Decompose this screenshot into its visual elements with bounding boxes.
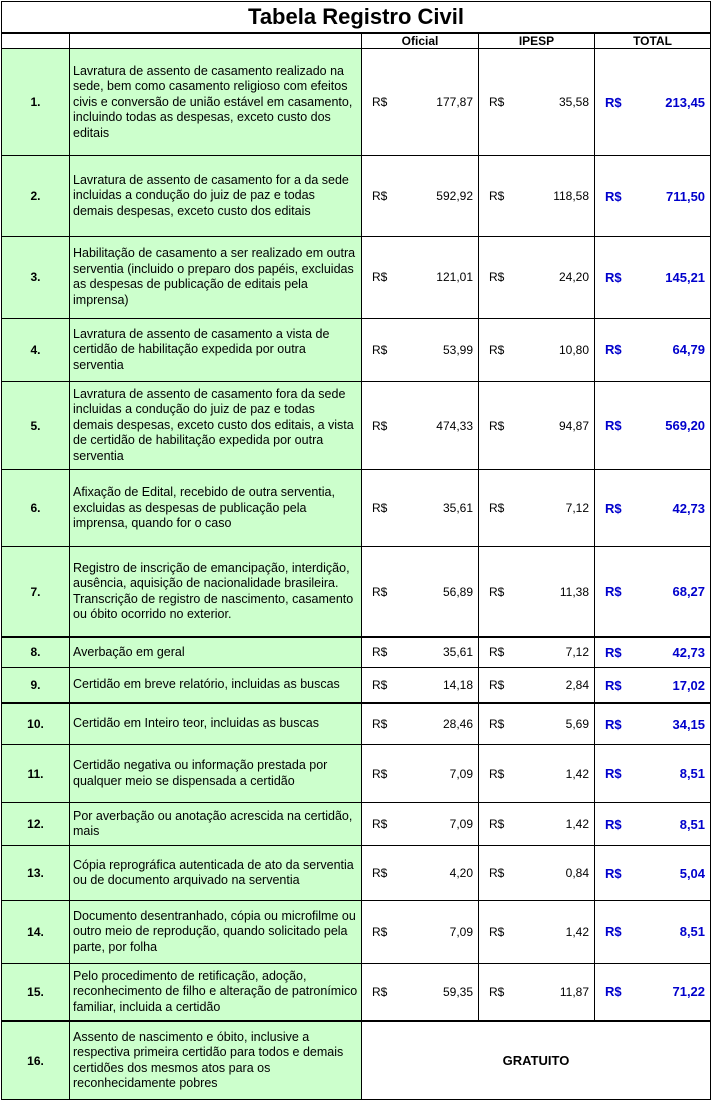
oficial-cell — [362, 49, 479, 156]
total-cell — [595, 382, 711, 470]
currency-label: R$ — [489, 270, 505, 285]
currency-label: R$ — [605, 865, 622, 881]
header-blank-desc — [70, 33, 362, 49]
row-description: Habilitação de casamento a ser realizado em outra serventia (incluido o preparo dos papéis, excluidas as despesas de publicação de editais pela imprensa) — [70, 236, 362, 318]
ipesp-value: 11,38 — [559, 584, 589, 599]
total-cell — [595, 846, 711, 901]
total-value: 569,20 — [665, 418, 706, 434]
currency-label: R$ — [372, 270, 388, 285]
table-row — [2, 156, 711, 236]
currency-label: R$ — [605, 644, 622, 660]
row-description: Certidão negativa ou informação prestada por qualquer meio se dispensada a certidão — [70, 744, 362, 802]
total-value: 64,79 — [672, 342, 706, 358]
table-row — [2, 846, 711, 901]
total-value: 17,02 — [672, 677, 706, 693]
total-cell — [595, 667, 711, 703]
currency-label: R$ — [489, 501, 505, 516]
currency-label: R$ — [605, 584, 622, 600]
row-description: Registro de inscrição de emancipação, interdição, ausência, aquisição de nacionalidade brasileira. Transcrição de registro de nascimento, casamento ou óbito ocorrido no exterior. — [70, 547, 362, 637]
currency-label: R$ — [489, 645, 505, 660]
oficial-value: 121,01 — [436, 270, 473, 285]
currency-label: R$ — [489, 584, 505, 599]
row-description: Documento desentranhado, cópia ou microfilme ou outro meio de reprodução, quando solicitado pela parte, por folha — [70, 901, 362, 963]
row-description: Lavratura de assento de casamento for a da sede incluidas a condução do juiz de paz e todas demais despesas, exceto custo dos editais — [70, 156, 362, 236]
total-value: 711,50 — [665, 188, 706, 204]
row-description: Averbação em geral — [70, 637, 362, 667]
row-number: 10. — [2, 703, 70, 744]
currency-label: R$ — [605, 816, 622, 832]
total-cell — [595, 156, 711, 236]
ipesp-cell — [479, 803, 595, 846]
ipesp-value: 7,12 — [565, 501, 589, 516]
ipesp-value: 0,84 — [565, 866, 589, 881]
ipesp-cell — [479, 637, 595, 667]
row-number: 6. — [2, 470, 70, 547]
ipesp-value: 118,58 — [553, 189, 589, 203]
currency-label: R$ — [605, 188, 622, 204]
total-value: 34,15 — [672, 716, 706, 732]
oficial-cell — [362, 667, 479, 703]
ipesp-value: 1,42 — [565, 817, 589, 832]
oficial-value: 474,33 — [436, 418, 473, 433]
row-number: 7. — [2, 547, 70, 637]
currency-label: R$ — [605, 716, 622, 732]
total-cell — [595, 236, 711, 318]
row-number: 15. — [2, 963, 70, 1021]
row-number: 2. — [2, 156, 70, 236]
ipesp-cell — [479, 846, 595, 901]
currency-label: R$ — [605, 94, 622, 110]
oficial-value: 53,99 — [442, 342, 473, 357]
registro-civil-table — [1, 1, 711, 1100]
total-value: 145,21 — [665, 269, 706, 285]
oficial-cell — [362, 382, 479, 470]
total-cell — [595, 547, 711, 637]
total-value: 5,04 — [679, 865, 706, 881]
table-row — [2, 382, 711, 470]
oficial-value: 28,46 — [442, 717, 473, 732]
oficial-cell — [362, 156, 479, 236]
currency-label: R$ — [489, 678, 505, 693]
oficial-cell — [362, 318, 479, 381]
total-value: 213,45 — [665, 94, 706, 110]
table-row — [2, 1021, 711, 1099]
ipesp-cell — [479, 547, 595, 637]
header-row — [2, 33, 711, 49]
ipesp-value: 1,42 — [565, 924, 589, 939]
oficial-cell — [362, 470, 479, 547]
currency-label: R$ — [489, 766, 505, 781]
currency-label: R$ — [605, 342, 622, 358]
row-number: 11. — [2, 744, 70, 802]
table-row — [2, 637, 711, 667]
ipesp-cell — [479, 236, 595, 318]
total-cell — [595, 318, 711, 381]
currency-label: R$ — [605, 418, 622, 434]
total-value: 42,73 — [672, 500, 706, 516]
oficial-cell — [362, 846, 479, 901]
table-row — [2, 803, 711, 846]
total-value: 71,22 — [672, 984, 706, 1000]
total-value: 8,51 — [679, 816, 706, 832]
ipesp-value: 94,87 — [558, 418, 589, 433]
oficial-cell — [362, 236, 479, 318]
currency-label: R$ — [489, 924, 505, 939]
oficial-cell — [362, 547, 479, 637]
currency-label: R$ — [372, 342, 388, 357]
total-value: 68,27 — [672, 584, 706, 600]
ipesp-cell — [479, 963, 595, 1021]
gratuito-label: GRATUITO — [362, 1021, 711, 1099]
currency-label: R$ — [372, 717, 388, 732]
currency-label: R$ — [489, 984, 505, 999]
row-number: 3. — [2, 236, 70, 318]
oficial-cell — [362, 744, 479, 802]
ipesp-cell — [479, 156, 595, 236]
oficial-value: 177,87 — [436, 95, 473, 110]
table-row — [2, 49, 711, 156]
currency-label: R$ — [372, 678, 388, 693]
currency-label: R$ — [489, 189, 505, 203]
currency-label: R$ — [372, 984, 388, 999]
currency-label: R$ — [372, 866, 388, 881]
currency-label: R$ — [489, 418, 505, 433]
table-row — [2, 963, 711, 1021]
currency-label: R$ — [489, 342, 505, 357]
total-cell — [595, 470, 711, 547]
row-description: Lavratura de assento de casamento a vista de certidão de habilitação expedida por outra serventia — [70, 318, 362, 381]
oficial-value: 7,09 — [449, 817, 473, 832]
total-value: 8,51 — [679, 924, 706, 940]
row-description: Cópia reprográfica autenticada de ato da serventia ou de documento arquivado na serventia — [70, 846, 362, 901]
table-row — [2, 236, 711, 318]
row-number: 14. — [2, 901, 70, 963]
table-row — [2, 901, 711, 963]
total-cell — [595, 803, 711, 846]
oficial-value: 35,61 — [442, 501, 473, 516]
total-cell — [595, 963, 711, 1021]
total-value: 42,73 — [672, 644, 706, 660]
ipesp-value: 35,58 — [558, 95, 589, 110]
oficial-value: 592,92 — [436, 189, 473, 203]
header-blank-num — [2, 33, 70, 49]
total-cell — [595, 49, 711, 156]
row-number: 5. — [2, 382, 70, 470]
currency-label: R$ — [605, 766, 622, 782]
currency-label: R$ — [372, 645, 388, 660]
ipesp-value: 2,84 — [565, 678, 589, 693]
ipesp-value: 7,12 — [565, 645, 589, 660]
currency-label: R$ — [372, 189, 388, 203]
currency-label: R$ — [605, 677, 622, 693]
row-description: Certidão em breve relatório, incluidas as buscas — [70, 667, 362, 703]
currency-label: R$ — [605, 924, 622, 940]
ipesp-cell — [479, 470, 595, 547]
row-number: 4. — [2, 318, 70, 381]
header-oficial: Oficial — [362, 33, 479, 49]
header-total: TOTAL — [595, 33, 711, 49]
row-description: Pelo procedimento de retificação, adoção, reconhecimento de filho e alteração de patronímico familiar, incluida a certidão — [70, 963, 362, 1021]
currency-label: R$ — [605, 269, 622, 285]
table-title: Tabela Registro Civil — [2, 2, 711, 34]
currency-label: R$ — [605, 984, 622, 1000]
table-row — [2, 744, 711, 802]
ipesp-cell — [479, 49, 595, 156]
currency-label: R$ — [372, 766, 388, 781]
table-row — [2, 318, 711, 381]
row-number: 13. — [2, 846, 70, 901]
ipesp-cell — [479, 901, 595, 963]
ipesp-cell — [479, 744, 595, 802]
table-row — [2, 667, 711, 703]
currency-label: R$ — [372, 95, 388, 110]
row-description: Certidão em Inteiro teor, incluidas as buscas — [70, 703, 362, 744]
total-value: 8,51 — [679, 766, 706, 782]
row-description: Afixação de Edital, recebido de outra serventia, excluidas as despesas de publicação pela imprensa, quando for o caso — [70, 470, 362, 547]
oficial-value: 35,61 — [442, 645, 473, 660]
currency-label: R$ — [372, 418, 388, 433]
oficial-value: 59,35 — [442, 984, 473, 999]
oficial-cell — [362, 803, 479, 846]
currency-label: R$ — [372, 584, 388, 599]
total-cell — [595, 901, 711, 963]
row-description: Por averbação ou anotação acrescida na certidão, mais — [70, 803, 362, 846]
oficial-value: 7,09 — [449, 766, 473, 781]
ipesp-value: 1,42 — [565, 766, 589, 781]
row-number: 9. — [2, 667, 70, 703]
currency-label: R$ — [489, 866, 505, 881]
currency-label: R$ — [372, 817, 388, 832]
oficial-value: 4,20 — [449, 866, 473, 881]
row-number: 8. — [2, 637, 70, 667]
currency-label: R$ — [372, 924, 388, 939]
total-cell — [595, 637, 711, 667]
row-number: 1. — [2, 49, 70, 156]
oficial-cell — [362, 963, 479, 1021]
header-ipesp: IPESP — [479, 33, 595, 49]
table-row — [2, 547, 711, 637]
ipesp-value: 5,69 — [565, 717, 589, 732]
row-number: 12. — [2, 803, 70, 846]
currency-label: R$ — [489, 817, 505, 832]
currency-label: R$ — [489, 717, 505, 732]
oficial-value: 7,09 — [449, 924, 473, 939]
oficial-value: 14,18 — [442, 678, 473, 693]
row-number: 16. — [2, 1021, 70, 1099]
table-row — [2, 470, 711, 547]
ipesp-cell — [479, 382, 595, 470]
oficial-cell — [362, 637, 479, 667]
row-description: Lavratura de assento de casamento fora da sede incluidas a condução do juiz de paz e todas demais despesas, exceto custo dos editais, a vista de certidão de habilitação expedida por outra serventia — [70, 382, 362, 470]
oficial-cell — [362, 703, 479, 744]
ipesp-value: 24,20 — [558, 270, 589, 285]
total-cell — [595, 703, 711, 744]
currency-label: R$ — [605, 500, 622, 516]
total-cell — [595, 744, 711, 802]
oficial-value: 56,89 — [442, 584, 473, 599]
ipesp-value: 11,87 — [559, 984, 589, 999]
ipesp-value: 10,80 — [558, 342, 589, 357]
row-description: Lavratura de assento de casamento realizado na sede, bem como casamento religioso com efeitos civis e conversão de união estável em casamento, incluindo todas as despesas, exceto custo dos editais — [70, 49, 362, 156]
table-row — [2, 703, 711, 744]
ipesp-cell — [479, 318, 595, 381]
ipesp-cell — [479, 667, 595, 703]
currency-label: R$ — [372, 501, 388, 516]
oficial-cell — [362, 901, 479, 963]
ipesp-cell — [479, 703, 595, 744]
row-description: Assento de nascimento e óbito, inclusive a respectiva primeira certidão para todos e demais certidões dos mesmos atos para os reconhecidamente pobres — [70, 1021, 362, 1099]
currency-label: R$ — [489, 95, 505, 110]
